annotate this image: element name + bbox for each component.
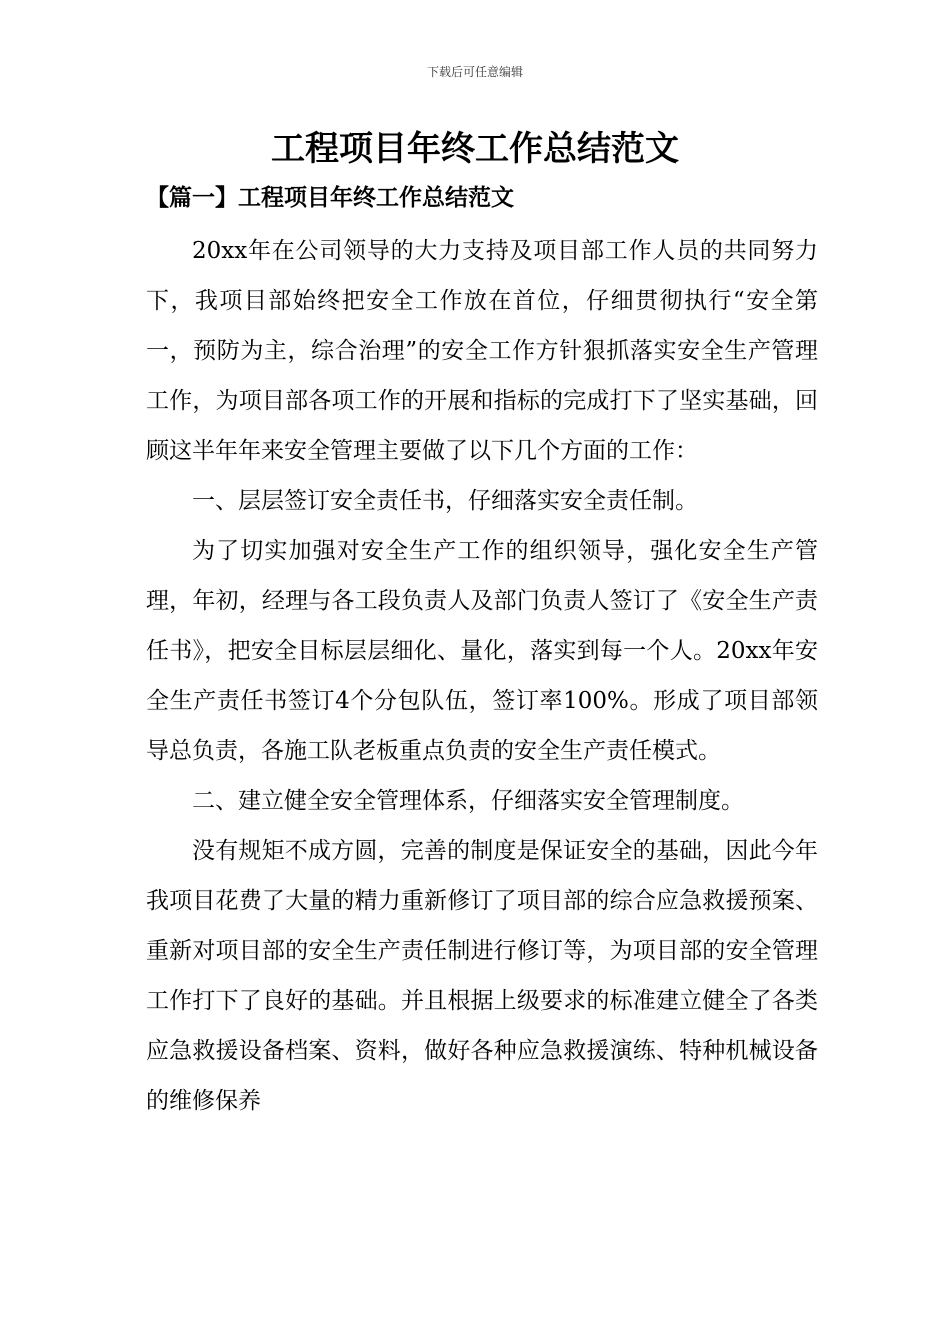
header-note: 下载后可任意编辑 xyxy=(426,65,523,79)
document-body xyxy=(146,226,818,1126)
paragraph-heading-1: 一、层层签订安全责任书，仔细落实安全责任制。 xyxy=(192,488,698,514)
paragraph-system: 没有规矩不成方圆，完善的制度是保证安全的基础，因此今年我项目花费了大量的精力重新修订了项目部的综合应急救援预案、重新对项目部的安全生产责任制进行修订等，为项目部的安全管理工作打下了良好的基础。并且根据上级要求的标准建立健全了各类应急救援设备档案、资料，做好各种应急救援演练、特种机械设备的维修保养 xyxy=(146,838,818,1114)
paragraph-responsibility: 为了切实加强对安全生产工作的组织领导，强化安全生产管理，年初，经理与各工段负责人及部门负责人签订了《安全生产责任书》，把安全目标层层细化、量化，落实到每一个人。20xx年安全生产责任书签订4个分包队伍，签订率100%。形成了项目部领导总负责，各施工队老板重点负责的安全生产责任模式。 xyxy=(146,538,818,764)
document-title: 工程项目年终工作总结范文 xyxy=(271,129,679,169)
paragraph-intro: 20xx年在公司领导的大力支持及项目部工作人员的共同努力下，我项目部始终把安全工作放在首位，仔细贯彻执行“安全第一，预防为主，综合治理”的安全工作方针狠抓落实安全生产管理工作，为项目部各项工作的开展和指标的完成打下了坚实基础，回顾这半年年来安全管理主要做了以下几个方面的工作： xyxy=(146,238,818,464)
section-heading: 【篇一】工程项目年终工作总结范文 xyxy=(146,184,514,211)
paragraph-heading-2: 二、建立健全安全管理体系，仔细落实安全管理制度。 xyxy=(192,788,744,814)
